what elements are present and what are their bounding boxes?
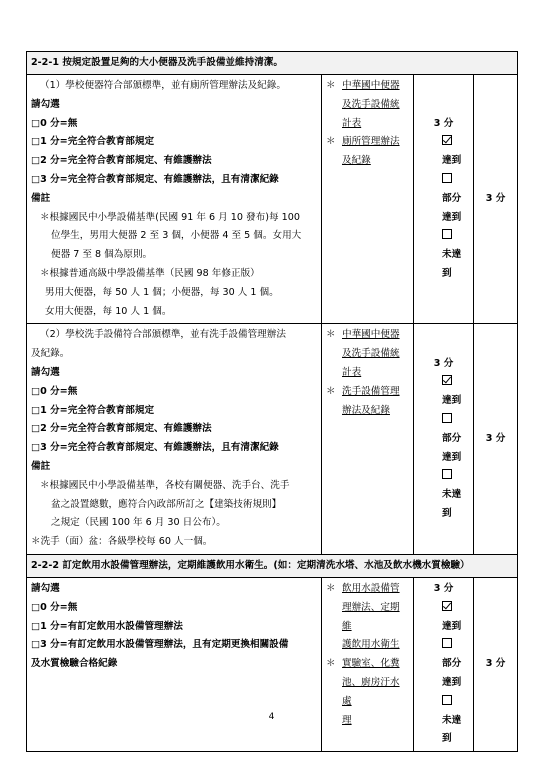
result-label: 部分達到 [442,192,462,223]
check-label: 請勾選 [31,582,60,594]
checkbox-icon[interactable] [442,695,452,705]
note-line: ＊根據普通高級中學設備基準（民國 98 年修正版） [40,267,260,279]
reference-line: 飲用水設備管 [342,582,400,594]
item-title: （2）學校洗手設備符合部頒標準，並有洗手設備管理辦法 [40,329,286,341]
checked-box-icon[interactable] [442,375,452,385]
result-label: 達到 [442,395,462,407]
criteria-cell [27,577,322,751]
score-value: 3 分 [433,582,454,594]
reference-item [326,580,409,655]
result-label: 達到 [442,620,462,632]
result-option-partial[interactable] [418,636,469,692]
checked-box-icon[interactable] [442,135,452,145]
result-option-achieved[interactable] [418,133,469,171]
reference-cell [322,324,414,555]
score-value: 3 分 [433,117,454,129]
check-label: 請勾選 [31,98,60,110]
page-number: 4 [268,712,275,722]
score-cell [414,324,474,555]
total-score: 3 分 [474,75,518,324]
reference-line: 計表 [342,117,362,129]
item-title-cont: 及紀錄。 [31,348,70,360]
note-line: 盆之設置總數，應符合內政部所訂之【建築技術規則】 [51,498,282,510]
checkbox-icon[interactable] [442,229,452,239]
reference-line: 及紀錄 [342,155,371,167]
section-header-2-2-2: 2-2-2 訂定飲用水設備管理辦法，定期維護飲用水衛生。(如：定期清洗水塔、水池及飲水機水質檢驗） [27,554,518,577]
checkbox-icon[interactable] [442,469,452,479]
reference-cell [322,75,414,324]
reference-line: 洗手設備管理 [342,385,400,397]
checkbox-icon[interactable] [442,173,452,183]
criteria-row-1 [27,75,518,324]
reference-line: 及洗手設備統 [342,348,400,360]
reference-line: 廁所管理辦法 [342,136,400,148]
reference-cell [322,577,414,751]
reference-line: 辦法及紀錄 [342,404,390,416]
result-label: 部分達到 [442,658,462,688]
option-1: □1 分=完全符合教育部規定 [31,136,155,148]
result-label: 未達到 [442,249,462,279]
criteria-cell [27,75,322,324]
option-3: □3 分=完全符合教育部規定、有維護辦法，且有清潔紀錄 [31,442,279,454]
score-cell [414,75,474,324]
checked-box-icon[interactable] [442,601,452,611]
result-option-not-achieved[interactable] [418,467,469,523]
criteria-cell [27,324,322,555]
reference-line: 中華國中便器 [342,329,400,341]
item-title: （1）學校便器符合部頒標準，並有廁所管理辦法及紀錄。 [40,80,286,91]
result-option-not-achieved[interactable] [418,227,469,283]
bullet-star: ＊ [326,385,336,397]
option-3-cont: 及水質檢驗合格紀錄 [31,658,118,670]
reference-line: 中華國中便器 [342,80,400,91]
evaluation-form [26,51,517,752]
note-line: 女用大便器，每 10 人 1 個。 [45,305,172,317]
note-line: 之規定（民國 100 年 6 月 30 日公布）。 [51,517,226,529]
total-score: 3 分 [474,577,518,751]
option-1: □1 分=完全符合教育部規定 [31,404,155,416]
result-option-achieved[interactable] [418,373,469,411]
reference-item [326,383,409,421]
check-label: 請勾選 [31,366,60,378]
result-label: 部分達到 [442,432,462,463]
section-header-row [27,52,518,75]
note-line: 位學生，男用大便器 2 至 3 個，小便器 4 至 5 個。女用大 [51,230,302,242]
reference-line: 計表 [342,366,362,378]
option-0: □0 分=無 [31,385,78,397]
note-label: 備註 [31,460,51,472]
checkbox-icon[interactable] [442,413,452,423]
reference-line: 理 [342,714,352,726]
total-score: 3 分 [474,324,518,555]
result-label: 達到 [442,155,462,167]
bullet-star: ＊ [326,329,336,341]
note-line: ＊洗手（面）盆：各級學校每 60 人一個。 [31,536,213,548]
result-option-partial[interactable] [418,411,469,467]
option-3: □3 分=有訂定飲用水設備管理辦法，且有定期更換相關設備 [31,639,289,651]
reference-line: 理辦法、定期維 [342,601,400,632]
bullet-star: ＊ [326,582,336,594]
note-line: 男用大便器，每 50 人 1 個；小便器，每 30 人 1 個。 [45,286,279,298]
reference-line: 池、廚房汙水處 [342,676,400,707]
note-line: 便器 7 至 8 個為原則。 [51,249,153,261]
bullet-star: ＊ [326,136,336,148]
checkbox-icon[interactable] [442,638,452,648]
reference-line: 護飲用水衛生 [342,639,400,651]
score-cell [414,577,474,751]
option-1: □1 分=有訂定飲用水設備管理辦法 [31,620,183,632]
result-label: 未達到 [442,489,462,519]
option-3: □3 分=完全符合教育部規定、有維護辦法，且有清潔紀錄 [31,173,279,185]
reference-line: 實驗室、化糞 [342,658,400,670]
option-0: □0 分=無 [31,601,78,613]
reference-item [326,133,409,171]
option-2: □2 分=完全符合教育部規定、有維護辦法 [31,423,212,435]
score-value: 3 分 [433,357,454,369]
note-label: 備註 [31,192,51,204]
section-header-2-2-1: 2-2-1 按規定設置足夠的大小便器及洗手設備並維持清潔。 [27,52,518,75]
result-option-achieved[interactable] [418,599,469,637]
reference-item [326,77,409,133]
option-2: □2 分=完全符合教育部規定、有維護辦法 [31,155,212,167]
result-label: 未達到 [442,714,462,745]
reference-item [326,326,409,382]
bullet-star: ＊ [326,658,336,670]
section-header-row [27,554,518,577]
criteria-row-3 [27,577,518,751]
option-0: □0 分=無 [31,117,78,129]
evaluation-table [26,51,518,752]
result-option-partial[interactable] [418,171,469,227]
bullet-star: ＊ [326,80,336,91]
note-line: ＊根據國民中小學設備基準(民國 91 年 6 月 10 發布)每 100 [40,211,300,223]
criteria-row-2 [27,324,518,555]
reference-line: 及洗手設備統 [342,98,400,110]
note-line: ＊根據國民中小學設備基準，各校有關便器、洗手台、洗手 [40,479,290,491]
